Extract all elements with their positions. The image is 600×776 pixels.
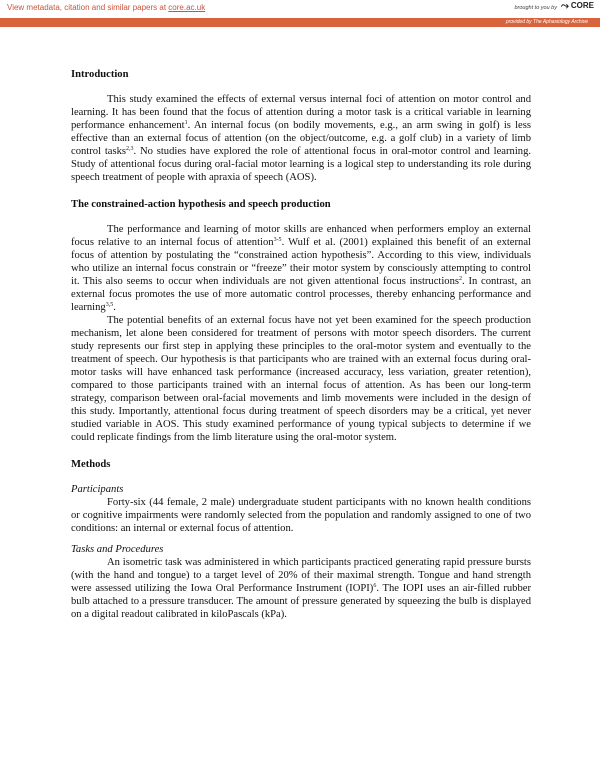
metadata-link[interactable] bbox=[7, 3, 205, 12]
metadata-text: View metadata, citation and similar papers at bbox=[7, 3, 169, 12]
core-header-bar bbox=[0, 0, 600, 18]
provided-by-text[interactable]: provided by The Aphasiology Archive bbox=[505, 19, 588, 25]
constrained-paragraph-1: The performance and learning of motor skills are enhanced when performers employ an external focus relative to an internal focus of attention$^{3-5}$. Wulf et al. (2001) explained this benefit of an external focus of attention by postulating the “constrained action hypothesis”. According to this view, individuals who utilize an internal focus constrain or “freeze” their motor system by consciously attempting to control it. This also seems to occur when individuals are not given attentional focus instructions$^2$. In contrast, an external focus promotes the use of more automatic control processes, thereby enhancing performance and learning$^{3,5}$. bbox=[71, 224, 531, 313]
participants-paragraph: Forty-six (44 female, 2 male) undergraduate student participants with no known health conditions or cognitive impairments were randomly selected from the population and randomly assigned to one of two conditions: an internal or external focus of attention. bbox=[71, 497, 531, 534]
core-logo[interactable] bbox=[561, 1, 594, 12]
core-ac-uk-link[interactable]: core.ac.uk bbox=[168, 3, 206, 12]
subheading-tasks-procedures: Tasks and Procedures bbox=[71, 544, 164, 555]
core-logo-icon: ⤳ bbox=[560, 1, 569, 12]
core-logo-label: CORE bbox=[570, 1, 594, 10]
intro-paragraph: This study examined the effects of external versus internal foci of attention on motor control and learning. It has been found that the focus of attention during a motor task is a critical variable in learning performance enhancement$^1$. An internal focus (on bodily movements, e.g., an arm swing in golf) is less effective than an external focus of attention (on the object/outcome, e.g. a golf club) in a variety of limb control tasks$^{2,3}$. No studies have explored the role of attentional focus in oral-motor control and learning. Study of attentional focus during oral-facial motor learning is a logical step to understanding its role during speech treatment of people with apraxia of speech (AOS). bbox=[71, 94, 532, 183]
provided-by-bar bbox=[0, 18, 600, 27]
document-page bbox=[71, 68, 531, 621]
tasks-paragraph: An isometric task was administered in which participants practiced generating rapid pressure bursts (with the hand and tongue) to a target level of 20% of their maximal strength. Tongue and hand strength were assessed utilizing the Iowa Oral Performance Instrument (IOPI)$^6$. The IOPI uses an air-filled rubber bulb attached to a pressure transducer. The amount of pressure generated by squeezing the bulb is displayed on a digital readout calibrated in kiloPascals (kPa). bbox=[71, 557, 532, 620]
brought-to-you-text: brought to you by bbox=[514, 5, 557, 11]
section-heading-methods: Methods bbox=[71, 459, 111, 470]
constrained-paragraph-2: The potential benefits of an external focus have not yet been examined for the speech production mechanism, let alone been considered for treatment of persons with motor speech disorders. The current study represents our first step in applying these principles to the oral-motor system and eventually to the treatment of speech. Our hypothesis is that participants who are trained with an external focus during oral-motor tasks will have enhanced task performance (increased accuracy, less variation, greater retention), compared to those participants trained with an internal focus of attention. As has been our long-term strategy, comparison between oral-facial movements and limb movements were included in the design of this study. Importantly, attentional focus during treatment of speech disorders may be a critical, yet never studied variable in AOS. This study examined performance of young typical subjects to determine if we could replicate findings from the limb literature using the oral-motor system. bbox=[71, 315, 531, 443]
subheading-participants: Participants bbox=[71, 484, 124, 495]
section-heading-constrained-action: The constrained-action hypothesis and speech production bbox=[71, 199, 331, 210]
section-heading-introduction: Introduction bbox=[71, 69, 129, 80]
